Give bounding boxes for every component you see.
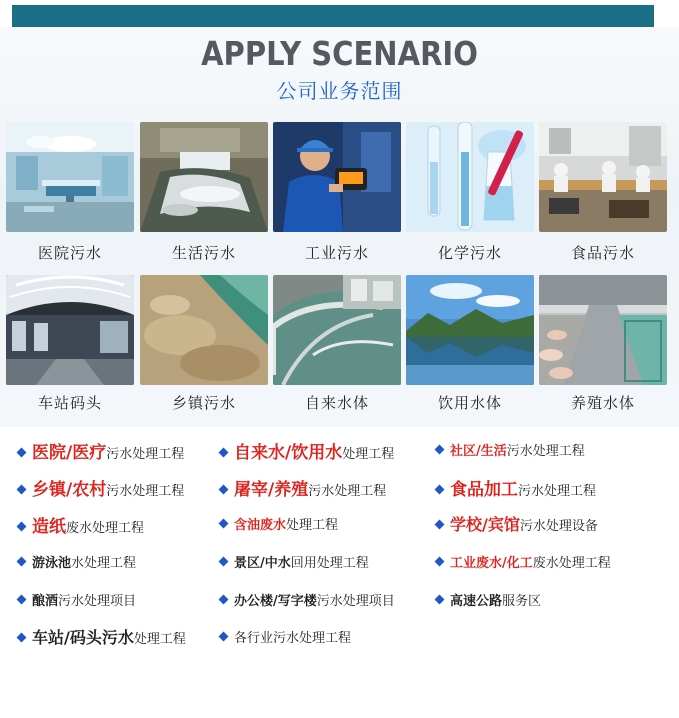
service-item: 乡镇/农村 污水处理工程 <box>18 475 184 500</box>
hospital-image <box>6 122 134 232</box>
industrial-worker-image <box>273 122 401 232</box>
service-item: 社区/生活 污水处理工程 <box>436 440 585 459</box>
service-item: 医院/医疗 污水处理工程 <box>18 438 184 463</box>
scenario-caption: 工业污水 <box>304 244 369 262</box>
scenario-caption: 生活污水 <box>171 244 236 262</box>
service-item: 自来水/饮用水 处理工程 <box>220 438 394 463</box>
bullet-icon <box>219 595 229 605</box>
bullet-icon <box>219 632 229 642</box>
service-item: 游泳池 水处理工程 <box>18 552 136 571</box>
scenario-caption: 医院污水 <box>37 244 102 262</box>
scenario-caption: 化学污水 <box>437 244 502 262</box>
lake-image <box>406 275 534 385</box>
bullet-icon <box>435 485 445 495</box>
bullet-icon <box>435 520 445 530</box>
water-plant-image <box>273 275 401 385</box>
service-item: 景区/中水 回用处理工程 <box>220 552 369 571</box>
service-item: 高速公路 服务区 <box>436 590 541 609</box>
service-item: 学校/宾馆 污水处理设备 <box>436 512 598 535</box>
bullet-icon <box>17 595 27 605</box>
service-item: 办公楼/写字楼 污水处理项目 <box>220 590 395 609</box>
service-item: 造纸 废水处理工程 <box>18 512 144 537</box>
scenario-caption: 养殖水体 <box>570 394 635 412</box>
bullet-icon <box>435 557 445 567</box>
township-sewage-image <box>140 275 268 385</box>
page-subtitle: 公司业务范围 <box>276 79 403 103</box>
bullet-icon <box>219 519 229 529</box>
chemical-lab-image <box>406 122 534 232</box>
scenario-caption: 饮用水体 <box>437 394 502 412</box>
station-image <box>6 275 134 385</box>
bullet-icon <box>17 522 27 532</box>
domestic-sewage-image <box>140 122 268 232</box>
scenario-caption: 自来水体 <box>304 394 369 412</box>
bullet-icon <box>219 485 229 495</box>
scenario-caption: 食品污水 <box>570 244 635 262</box>
service-item: 工业废水/化工 废水处理工程 <box>436 552 611 571</box>
food-factory-image <box>539 122 667 232</box>
service-item: 含油废水 处理工程 <box>220 514 338 533</box>
scenario-caption: 乡镇污水 <box>171 394 236 412</box>
scenario-caption: 车站码头 <box>37 394 102 412</box>
bullet-icon <box>435 595 445 605</box>
bullet-icon <box>17 557 27 567</box>
pig-farm-image <box>539 275 667 385</box>
service-item: 屠宰/养殖 污水处理工程 <box>220 475 386 500</box>
page-title: APPLY SCENARIO <box>201 34 478 73</box>
bullet-icon <box>17 485 27 495</box>
bullet-icon <box>219 557 229 567</box>
bullet-icon <box>435 445 445 455</box>
bullet-icon <box>17 633 27 643</box>
service-item: 食品加工 污水处理工程 <box>436 475 596 500</box>
bullet-icon <box>219 448 229 458</box>
service-item: 各行业污水处理工程 <box>220 627 351 646</box>
bullet-icon <box>17 448 27 458</box>
service-item: 酿酒 污水处理项目 <box>18 590 136 609</box>
service-item: 车站/码头 污水 处理工程 <box>18 625 186 648</box>
service-list <box>0 430 679 650</box>
